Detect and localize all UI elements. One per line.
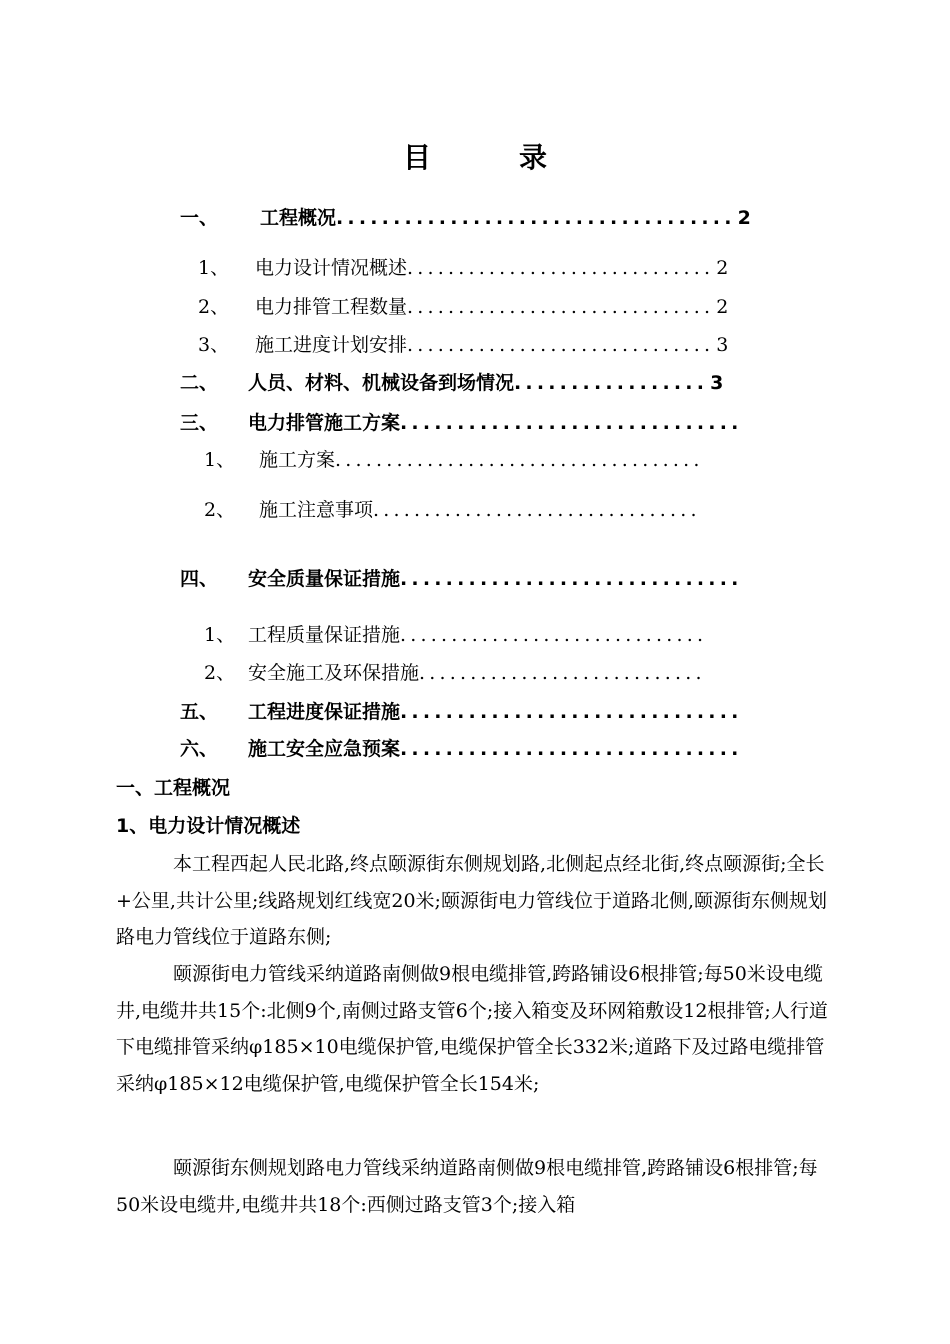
toc-leader-dots: ................................... <box>336 207 736 229</box>
toc-entry-page: 3 <box>710 372 724 394</box>
body-paragraph: 颐源街东侧规划路电力管线采纳道路南侧做9根电缆排管,跨路铺设6根排管;每50米设电缆井,电缆井共18个:西侧过路支管3个;接入箱 <box>116 1157 818 1216</box>
toc-entry-number: 1、 <box>204 624 236 646</box>
toc-title: 目 录 <box>402 141 577 174</box>
toc-entry-label: 安全质量保证措施 <box>248 568 401 590</box>
toc-entry-page: 2 <box>716 296 729 318</box>
toc-entry-number: 六、 <box>180 738 219 760</box>
toc-entry[interactable] <box>204 622 709 648</box>
toc-entry-label: 电力排管工程数量 <box>255 296 408 318</box>
toc-leader-dots: ................. <box>514 372 709 394</box>
section-heading: 一、工程概况 <box>116 777 231 799</box>
toc-entry[interactable] <box>180 205 751 231</box>
toc-entry-label: 工程质量保证措施 <box>248 624 401 646</box>
toc-entry-number: 一、 <box>180 207 219 229</box>
toc-leader-dots: .............................. <box>400 412 743 434</box>
toc-entry[interactable] <box>180 736 745 762</box>
toc-entry[interactable] <box>180 410 745 436</box>
toc-entry[interactable] <box>204 660 708 686</box>
toc-leader-dots: ............................ <box>419 662 706 684</box>
toc-entry-number: 2、 <box>204 499 236 521</box>
toc-entry-number: 2、 <box>198 296 230 318</box>
toc-entry-page: 2 <box>716 257 729 279</box>
toc-entry-label: 人员、材料、机械设备到场情况 <box>248 372 515 394</box>
toc-entry-page: 3 <box>716 334 729 356</box>
toc-leader-dots: .............................. <box>407 296 715 318</box>
toc-leader-dots: .............................. <box>407 257 715 279</box>
subsection-heading: 1、电力设计情况概述 <box>116 815 301 837</box>
toc-entry-label: 施工安全应急预案 <box>248 738 401 760</box>
toc-leader-dots: .............................. <box>407 334 715 356</box>
toc-entry[interactable] <box>180 370 723 396</box>
toc-leader-dots: .............................. <box>400 624 708 646</box>
toc-leader-dots: .................................... <box>335 449 704 471</box>
toc-leader-dots: .............................. <box>400 738 743 760</box>
toc-entry-number: 1、 <box>198 257 230 279</box>
toc-entry-label: 施工方案 <box>259 449 336 471</box>
toc-entry-label: 电力设计情况概述 <box>255 257 408 279</box>
toc-entry-number: 五、 <box>180 701 219 723</box>
toc-entry-number: 2、 <box>204 662 236 684</box>
toc-entry[interactable] <box>198 255 728 281</box>
toc-entry-label: 工程进度保证措施 <box>248 701 401 723</box>
toc-entry[interactable] <box>198 332 728 358</box>
toc-entry-number: 二、 <box>180 372 219 394</box>
toc-entry[interactable] <box>180 566 745 592</box>
toc-leader-dots: .............................. <box>400 568 743 590</box>
body-paragraph: 颐源街电力管线采纳道路南侧做9根电缆排管,跨路铺设6根排管;每50米设电缆井,电缆井共15个:北侧9个,南侧过路支管6个;接入箱变及环网箱敷设12根排管;人行道下电缆排管采纳φ185×10电缆保护管,电缆保护管全长332米;道路下及过路电缆排管采纳φ185×12电缆保护管,电缆保护管全长154米; <box>116 963 828 1095</box>
toc-entry-number: 四、 <box>180 568 219 590</box>
toc-entry-number: 3、 <box>198 334 230 356</box>
toc-entry-label: 安全施工及环保措施 <box>248 662 420 684</box>
toc-entry-number: 1、 <box>204 449 236 471</box>
toc-entry[interactable] <box>204 497 703 523</box>
toc-leader-dots: ................................ <box>373 499 701 521</box>
toc-entry[interactable] <box>204 447 706 473</box>
body-paragraph: 本工程西起人民北路,终点颐源街东侧规划路,北侧起点经北街,终点颐源街;全长+公里,共计公里;线路规划红线宽20米;颐源街电力管线位于道路北侧,颐源街东侧规划路电力管线位于道路东侧; <box>116 853 827 948</box>
toc-entry-page: 2 <box>737 207 751 229</box>
toc-entry-label: 工程概况 <box>260 207 337 229</box>
toc-entry-label: 电力排管施工方案 <box>248 412 401 434</box>
toc-entry-label: 施工进度计划安排 <box>255 334 408 356</box>
toc-entry[interactable] <box>180 699 745 725</box>
toc-entry-number: 三、 <box>180 412 219 434</box>
toc-leader-dots: .............................. <box>400 701 743 723</box>
toc-entry[interactable] <box>198 294 728 320</box>
toc-entry-label: 施工注意事项 <box>259 499 374 521</box>
